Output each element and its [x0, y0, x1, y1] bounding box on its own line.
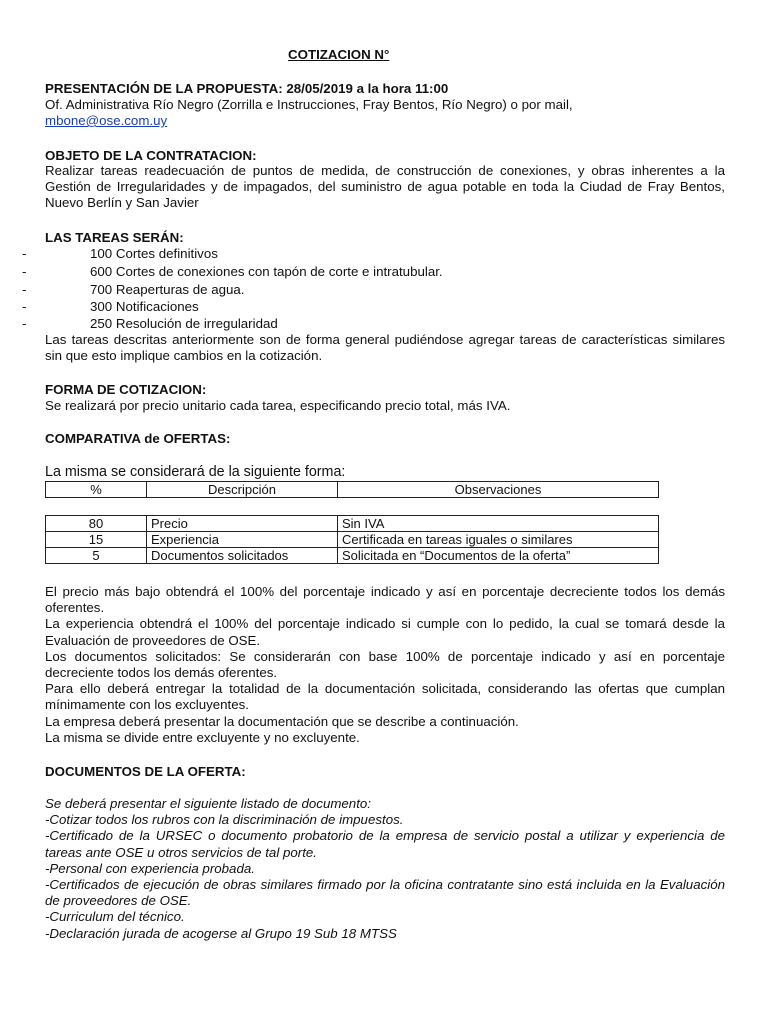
cell-observaciones: Certificada en tareas iguales o similares [338, 532, 659, 548]
comparativa-heading: COMPARATIVA de OFERTAS: [45, 431, 231, 446]
list-item: -Personal con experiencia probada. [45, 860, 255, 876]
presentacion-line: Of. Administrativa Río Negro (Zorrilla e Instrucciones, Fray Bentos, Río Negro) o por mail, [45, 97, 573, 112]
forma-heading: FORMA DE COTIZACION: [45, 382, 207, 397]
list-item: -Declaración jurada de acogerse al Grupo 19 Sub 18 MTSS [45, 925, 397, 941]
tareas-note: Las tareas descritas anteriormente son de forma general pudiéndose agregar tareas de características similares sin que esto implique cambios en la cotización. [45, 332, 725, 364]
document-title: COTIZACION N° [288, 47, 390, 62]
documentos-heading: DOCUMENTOS DE LA OFERTA: [45, 764, 246, 779]
list-item: -Certificados de ejecución de obras similares firmado por la oficina contratante sino está incluida en la Evaluación de proveedores de OSE. [45, 877, 725, 909]
tareas-heading: LAS TAREAS SERÁN: [45, 230, 184, 245]
cell-percent: 80 [46, 516, 147, 532]
documentos-list [45, 796, 725, 942]
list-bullet: - [22, 299, 27, 314]
criteria-table [45, 515, 659, 564]
presentacion-heading: PRESENTACIÓN DE LA PROPUESTA: 28/05/2019 a la hora 11:00 [45, 81, 449, 96]
list-bullet: - [22, 316, 27, 331]
objeto-text: Realizar tareas readecuación de puntos de medida, de construcción de conexiones, y obras inherentes a la Gestión de Irregularidades y de impagados, del suministro de agua potable en toda la Ciudad de Fray Bentos, Nuevo Berlín y San Javier [45, 163, 725, 211]
paragraph-empresa: La empresa deberá presentar la documentación que se describe a continuación. [45, 713, 519, 729]
cell-percent: 5 [46, 548, 147, 564]
paragraph-experiencia: La experiencia obtendrá el 100% del porcentaje indicado si cumple con lo pedido, la cual se tomará desde la Evaluación de proveedores de OSE. [45, 616, 725, 648]
list-bullet: - [22, 282, 27, 297]
header-descripcion: Descripción [147, 482, 338, 498]
documentos-intro: Se deberá presentar el siguiente listado de documento: [45, 796, 371, 811]
list-item: -Cotizar todos los rubros con la discriminación de impuestos. [45, 812, 404, 828]
cell-observaciones: Sin IVA [338, 516, 659, 532]
task-item: 100 Cortes definitivos [90, 246, 218, 261]
list-bullet: - [22, 246, 27, 261]
list-bullet: - [22, 264, 27, 279]
task-item: 600 Cortes de conexiones con tapón de corte e intratubular. [90, 264, 443, 279]
paragraph-division: La misma se divide entre excluyente y no excluyente. [45, 729, 360, 745]
email-link[interactable]: mbone@ose.com.uy [45, 113, 168, 128]
forma-text: Se realizará por precio unitario cada tarea, especificando precio total, más IVA. [45, 398, 511, 413]
cell-descripcion: Documentos solicitados [147, 548, 338, 564]
table-row [46, 548, 659, 564]
paragraph-precio: El precio más bajo obtendrá el 100% del porcentaje indicado y así en porcentaje decreciente todos los demás oferentes. [45, 584, 725, 616]
comparativa-intro: La misma se considerará de la siguiente forma: [45, 464, 346, 480]
task-item: 300 Notificaciones [90, 299, 199, 314]
paragraph-documentos: Los documentos solicitados: Se considerarán con base 100% de porcentaje indicado y así en porcentaje decreciente todos los demás oferentes. [45, 648, 725, 681]
task-item: 700 Reaperturas de agua. [90, 282, 245, 297]
cell-observaciones: Solicitada en “Documentos de la oferta” [338, 548, 659, 564]
list-item: -Certificado de la URSEC o documento probatorio de la empresa de servicio postal a utilizar y experiencia de tareas ante OSE u otros servicios de tal porte. [45, 828, 725, 860]
header-observaciones: Observaciones [338, 482, 659, 498]
list-item: -Curriculum del técnico. [45, 909, 185, 925]
objeto-heading: OBJETO DE LA CONTRATACION: [45, 148, 257, 163]
paragraph-entrega: Para ello deberá entregar la totalidad de la documentación solicitada, considerando las ofertas que cumplan mínimamente con los excluyentes. [45, 681, 725, 713]
cell-descripcion: Precio [147, 516, 338, 532]
criteria-header-table [45, 481, 659, 498]
evaluation-paragraphs [45, 584, 725, 746]
cell-descripcion: Experiencia [147, 532, 338, 548]
header-percent: % [46, 482, 147, 498]
table-row [46, 516, 659, 532]
table-row [46, 532, 659, 548]
task-item: 250 Resolución de irregularidad [90, 316, 278, 331]
cell-percent: 15 [46, 532, 147, 548]
table-header-row [46, 482, 659, 498]
